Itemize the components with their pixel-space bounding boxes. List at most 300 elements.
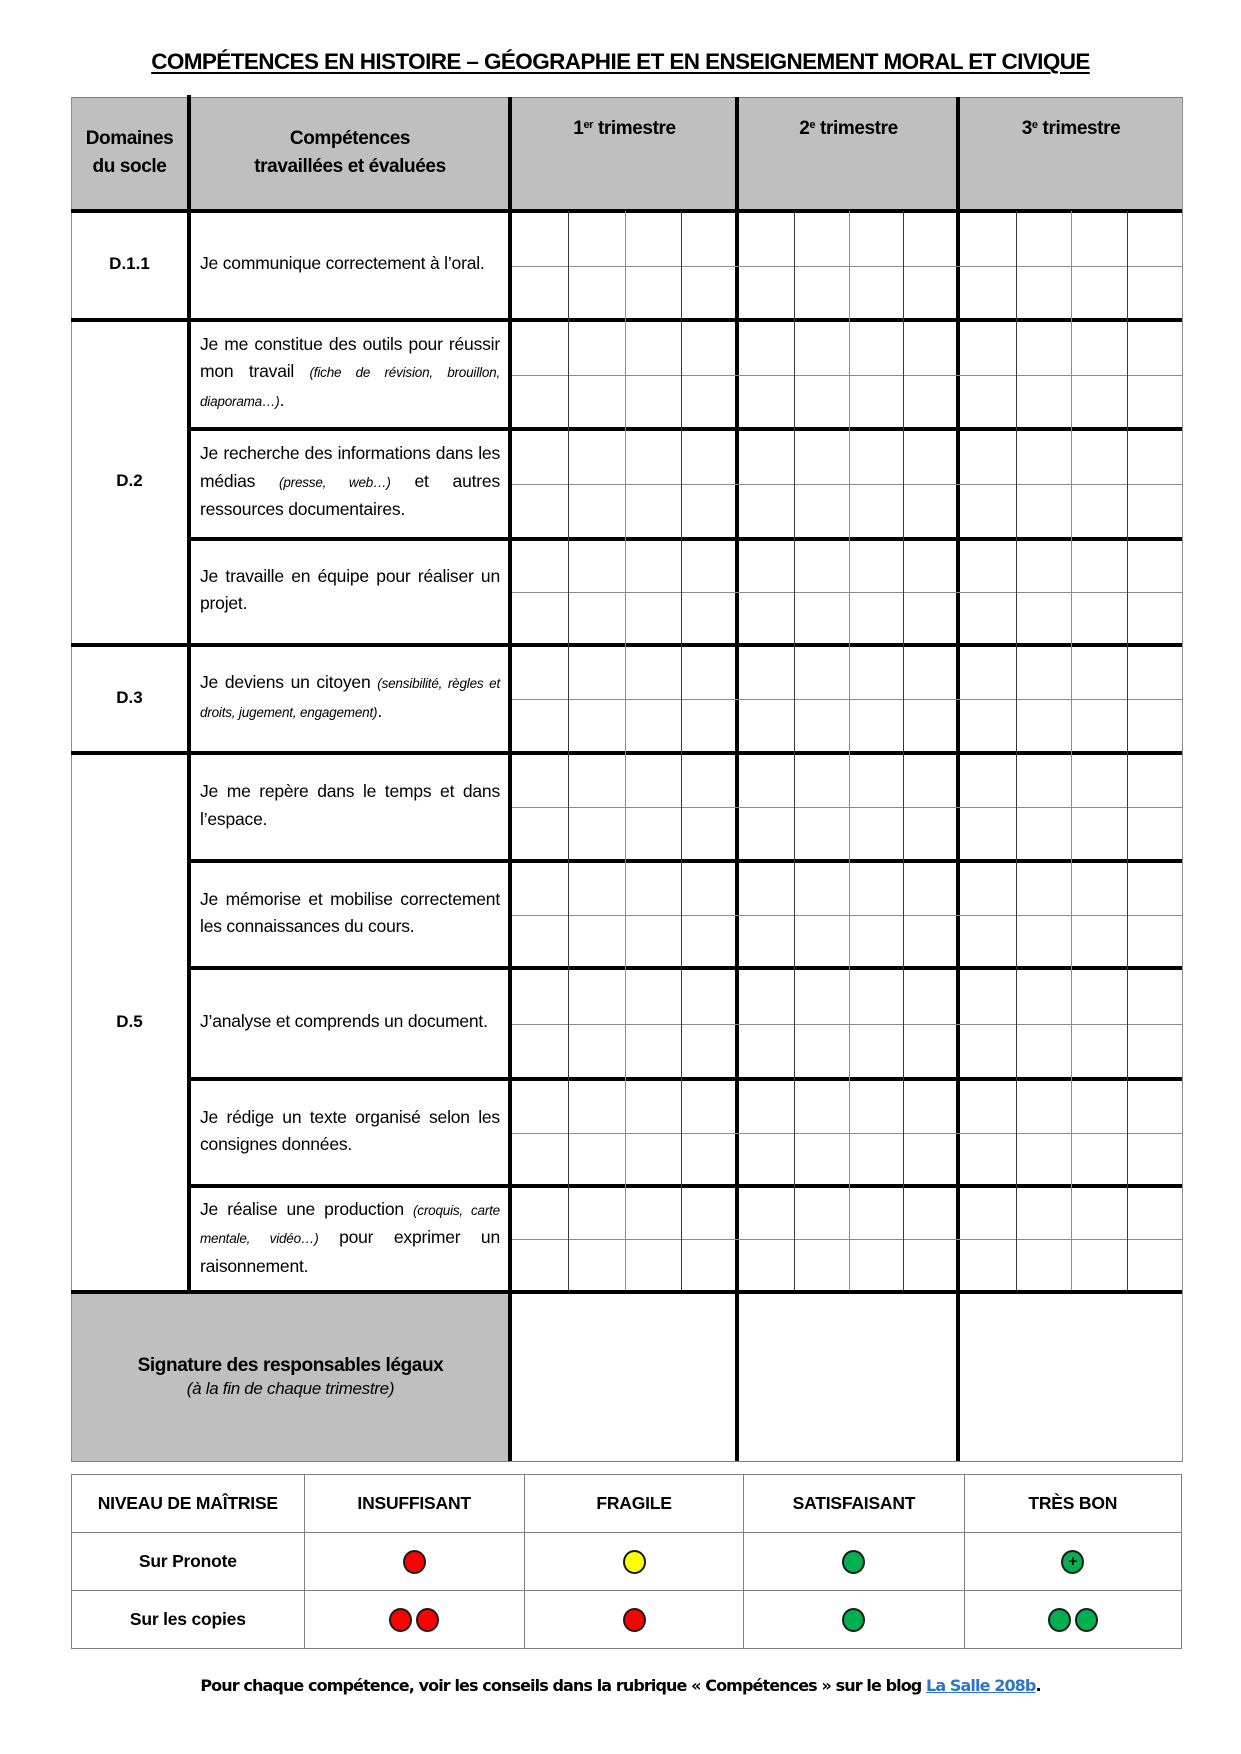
green-dot-icon [842,1550,865,1574]
grid-cell-c10-t1-col4-row2[interactable] [682,1240,737,1290]
grid-cell-c1-t3-col4-row1[interactable] [1128,213,1183,266]
grid-cell-c5-t1-col1-row2[interactable] [513,700,568,751]
grid-cell-c2-t1-col1-row1[interactable] [513,322,568,375]
grid-cell-c4-t3-col1-row2[interactable] [961,593,1016,643]
grid-cell-c10-t2-col3-row2[interactable] [850,1240,904,1290]
grid-cell-c10-t1-col1-row1[interactable] [513,1188,568,1239]
grid-cell-c8-t2-col2-row1[interactable] [795,970,849,1024]
grid-cell-c1-t2-col4-row2[interactable] [904,267,958,318]
grid-cell-c2-t1-col4-row1[interactable] [682,322,737,375]
grid-cell-c2-t3-col4-row1[interactable] [1128,322,1183,375]
grid-cell-c8-t3-col1-row2[interactable] [961,1025,1016,1077]
grid-cell-c3-t3-col1-row1[interactable] [961,431,1016,484]
column-divider [187,95,191,1294]
red-dot-icon [403,1550,426,1574]
grid-cell-c4-t2-col3-row2[interactable] [850,593,904,643]
grid-cell-c7-t2-col3-row1[interactable] [850,863,904,915]
grid-cell-c4-t2-col3-row1[interactable] [850,541,904,592]
grid-cell-c10-t2-col1-row2[interactable] [740,1240,794,1290]
grid-cell-c2-t2-col2-row2[interactable] [795,376,849,427]
grid-cell-c8-t1-col1-row2[interactable] [513,1025,568,1077]
grid-cell-c8-t1-col2-row1[interactable] [569,970,624,1024]
grid-cell-c6-t3-col1-row2[interactable] [961,808,1016,859]
legend-cell [304,1533,524,1591]
grid-cell-c2-t2-col2-row1[interactable] [795,322,849,375]
header-trimestre-1: 1er trimestre [573,118,676,139]
grid-cell-c3-t1-col1-row2[interactable] [513,485,568,537]
grid-cell-c8-t2-col1-row1[interactable] [740,970,794,1024]
legend-cell [524,1591,744,1649]
grid-cell-c8-t2-col4-row1[interactable] [904,970,958,1024]
grid-cell-c8-t2-col4-row2[interactable] [904,1025,958,1077]
grid-cell-c10-t2-col1-row1[interactable] [740,1188,794,1239]
grid-cell-c3-t3-col1-row2[interactable] [961,485,1016,537]
grid-cell-c7-t3-col3-row1[interactable] [1072,863,1127,915]
grid-cell-c6-t1-col4-row2[interactable] [682,808,737,859]
grid-cell-c5-t2-col2-row2[interactable] [795,700,849,751]
grid-cell-c3-t3-col2-row2[interactable] [1017,485,1072,537]
legend-cell [744,1533,964,1591]
competence-4: Je travaille en équipe pour réaliser un projet. [200,565,500,613]
grid-cell-c7-t3-col2-row1[interactable] [1017,863,1072,915]
grid-cell-c6-t3-col4-row1[interactable] [1128,755,1183,807]
grid-cell-c7-t3-col1-row2[interactable] [961,916,1016,966]
grid-cell-c1-t1-col1-row1[interactable] [513,213,568,266]
grid-cell-c8-t1-col3-row2[interactable] [626,1025,681,1077]
grid-cell-c9-t3-col1-row2[interactable] [961,1134,1016,1184]
grid-cell-c4-t1-col4-row2[interactable] [682,593,737,643]
grid-cell-c10-t3-col1-row2[interactable] [961,1240,1016,1290]
grid-cell-c5-t3-col1-row1[interactable] [961,647,1016,699]
signature-label: Signature des responsables légaux (à la fin de chaque trimestre) [137,1354,444,1398]
grid-cell-c3-t1-col2-row2[interactable] [569,485,624,537]
legend-cell [744,1591,964,1649]
grid-cell-c2-t2-col4-row2[interactable] [904,376,958,427]
column-divider [508,97,512,1461]
grid-cell-c10-t1-col3-row2[interactable] [626,1240,681,1290]
legend-table [71,1474,1182,1649]
grid-cell-c3-t3-col3-row1[interactable] [1072,431,1127,484]
grid-cell-c1-t3-col2-row1[interactable] [1017,213,1072,266]
grid-cell-c7-t2-col1-row1[interactable] [740,863,794,915]
grid-cell-c3-t2-col4-row2[interactable] [904,485,958,537]
grid-cell-c5-t2-col4-row2[interactable] [904,700,958,751]
competence-9: Je rédige un texte organisé selon les consignes données. [200,1106,500,1154]
legend-row-copies [72,1591,1182,1649]
grid-cell-c10-t1-col2-row1[interactable] [569,1188,624,1239]
grid-cell-c8-t3-col3-row2[interactable] [1072,1025,1127,1077]
grid-cell-c6-t3-col3-row1[interactable] [1072,755,1127,807]
legend-header-fragile: FRAGILE [524,1475,744,1533]
grid-cell-c4-t2-col4-row2[interactable] [904,593,958,643]
grid-cell-c1-t3-col1-row1[interactable] [961,213,1016,266]
grid-cell-c2-t1-col3-row1[interactable] [626,322,681,375]
grid-cell-c2-t3-col3-row2[interactable] [1072,376,1127,427]
grid-cell-c1-t3-col3-row2[interactable] [1072,267,1127,318]
grid-cell-c10-t3-col4-row1[interactable] [1128,1188,1183,1239]
grid-cell-c8-t1-col1-row1[interactable] [513,970,568,1024]
grid-cell-c7-t2-col2-row1[interactable] [795,863,849,915]
grid-cell-c9-t1-col4-row1[interactable] [682,1081,737,1133]
grid-cell-c7-t1-col2-row2[interactable] [569,916,624,966]
grid-cell-c9-t2-col4-row2[interactable] [904,1134,958,1184]
green-plus-dot-icon: + [1061,1550,1084,1574]
grid-cell-c1-t2-col1-row1[interactable] [740,213,794,266]
footer-note: Pour chaque compétence, voir les conseils dans la rubrique « Compétences » sur le blog La Salle 208b. [200,1676,1041,1695]
domain-d3: D.3 [116,687,143,707]
grid-cell-c5-t3-col2-row1[interactable] [1017,647,1072,699]
competence-8: J’analyse et comprends un document. [200,1011,488,1032]
grid-cell-c3-t1-col2-row1[interactable] [569,431,624,484]
grid-cell-c5-t3-col3-row2[interactable] [1072,700,1127,751]
grid-cell-c1-t1-col1-row2[interactable] [513,267,568,318]
competence-7: Je mémorise et mobilise correctement les connaissances du cours. [200,888,500,936]
grid-cell-c8-t3-col1-row1[interactable] [961,970,1016,1024]
grid-cell-c9-t2-col1-row2[interactable] [740,1134,794,1184]
header-trimestre-3: 3e trimestre [1021,118,1121,139]
grid-cell-c8-t3-col2-row1[interactable] [1017,970,1072,1024]
grid-cell-c8-t3-col4-row1[interactable] [1128,970,1183,1024]
yellow-dot-icon [623,1550,646,1574]
grid-cell-c9-t3-col2-row2[interactable] [1017,1134,1072,1184]
grid-cell-c7-t1-col3-row2[interactable] [626,916,681,966]
grid-cell-c1-t1-col3-row1[interactable] [626,213,681,266]
legend-header-satisfaisant: SATISFAISANT [744,1475,964,1533]
grid-cell-c2-t3-col1-row1[interactable] [961,322,1016,375]
grid-cell-c3-t1-col4-row1[interactable] [682,431,737,484]
legend-row-pronote [72,1533,1182,1591]
grid-cell-c8-t1-col4-row2[interactable] [682,1025,737,1077]
grid-cell-c2-t3-col3-row1[interactable] [1072,322,1127,375]
grid-cell-c4-t2-col4-row1[interactable] [904,541,958,592]
grid-cell-c7-t1-col4-row1[interactable] [682,863,737,915]
domain-d2: D.2 [116,471,143,490]
grid-cell-c8-t1-col4-row1[interactable] [682,970,737,1024]
grid-cell-c5-t3-col3-row1[interactable] [1072,647,1127,699]
grid-cell-c9-t1-col2-row2[interactable] [569,1134,624,1184]
grid-cell-c6-t3-col2-row2[interactable] [1017,808,1072,859]
grid-cell-c4-t2-col2-row1[interactable] [795,541,849,592]
grid-cell-c2-t3-col2-row2[interactable] [1017,376,1072,427]
grid-cell-c9-t3-col3-row2[interactable] [1072,1134,1127,1184]
grid-cell-c9-t2-col3-row1[interactable] [850,1081,904,1133]
grid-cell-c8-t2-col3-row2[interactable] [850,1025,904,1077]
grid-cell-c10-t1-col2-row2[interactable] [569,1240,624,1290]
competence-6: Je me repère dans le temps et dans l’espace. [200,781,500,829]
grid-cell-c6-t3-col2-row1[interactable] [1017,755,1072,807]
grid-cell-c5-t1-col4-row1[interactable] [682,647,737,699]
grid-cell-c1-t2-col1-row2[interactable] [740,267,794,318]
grid-cell-c5-t1-col2-row2[interactable] [569,700,624,751]
grid-cell-c9-t2-col2-row1[interactable] [795,1081,849,1133]
grid-cell-c7-t2-col4-row1[interactable] [904,863,958,915]
grid-cell-c9-t3-col1-row1[interactable] [961,1081,1016,1133]
grid-cell-c9-t1-col4-row2[interactable] [682,1134,737,1184]
grid-cell-c2-t1-col2-row2[interactable] [569,376,624,427]
grid-cell-c7-t2-col2-row2[interactable] [795,916,849,966]
grid-cell-c6-t1-col4-row1[interactable] [682,755,737,807]
grid-cell-c9-t3-col2-row1[interactable] [1017,1081,1072,1133]
grid-cell-c9-t1-col3-row1[interactable] [626,1081,681,1133]
grid-cell-c10-t2-col4-row1[interactable] [904,1188,958,1239]
grid-cell-c5-t1-col4-row2[interactable] [682,700,737,751]
grid-cell-c10-t3-col1-row1[interactable] [961,1188,1016,1239]
grid-cell-c6-t3-col3-row2[interactable] [1072,808,1127,859]
grid-cell-c3-t3-col2-row1[interactable] [1017,431,1072,484]
grid-cell-c1-t1-col4-row2[interactable] [682,267,737,318]
header-domaines: Domaines du socle [85,128,174,177]
grid-cell-c1-t2-col4-row1[interactable] [904,213,958,266]
grid-cell-c8-t1-col3-row1[interactable] [626,970,681,1024]
grid-cell-c5-t2-col2-row1[interactable] [795,647,849,699]
grid-cell-c8-t3-col2-row2[interactable] [1017,1025,1072,1077]
grid-cell-c6-t1-col1-row2[interactable] [513,808,568,859]
domain-d11: D.1.1 [109,254,150,273]
grid-cell-c9-t2-col2-row2[interactable] [795,1134,849,1184]
grid-cell-c6-t1-col2-row2[interactable] [569,808,624,859]
grid-cell-c7-t3-col4-row1[interactable] [1128,863,1183,915]
red-dot-icon [623,1608,646,1632]
grid-cell-c5-t1-col3-row2[interactable] [626,700,681,751]
grid-cell-c5-t2-col3-row2[interactable] [850,700,904,751]
grid-cell-c3-t2-col3-row1[interactable] [850,431,904,484]
grid-cell-c6-t3-col1-row1[interactable] [961,755,1016,807]
grid-cell-c7-t1-col2-row1[interactable] [569,863,624,915]
grid-cell-c4-t1-col4-row1[interactable] [682,541,737,592]
legend-cell [964,1533,1181,1591]
legend-header-niveau: NIVEAU DE MAÎTRISE [72,1475,305,1533]
grid-cell-c10-t2-col2-row2[interactable] [795,1240,849,1290]
grid-cell-c2-t1-col2-row1[interactable] [569,322,624,375]
grid-cell-c3-t1-col3-row2[interactable] [626,485,681,537]
grid-cell-c5-t1-col1-row1[interactable] [513,647,568,699]
grid-cell-c7-t2-col4-row2[interactable] [904,916,958,966]
grid-cell-c5-t3-col4-row2[interactable] [1128,700,1183,751]
legend-header-row [72,1475,1182,1533]
grid-cell-c9-t2-col4-row1[interactable] [904,1081,958,1133]
signature-cell-trimestre-2[interactable] [739,1294,958,1461]
grid-cell-c4-t3-col3-row1[interactable] [1072,541,1127,592]
green-dot-icon [1048,1608,1071,1632]
grid-cell-c2-t3-col2-row1[interactable] [1017,322,1072,375]
grid-cell-c1-t3-col3-row1[interactable] [1072,213,1127,266]
grid-cell-c8-t3-col4-row2[interactable] [1128,1025,1183,1077]
grid-cell-c6-t2-col3-row2[interactable] [850,808,904,859]
grid-cell-c8-t2-col3-row1[interactable] [850,970,904,1024]
grid-cell-c3-t3-col3-row2[interactable] [1072,485,1127,537]
page-title: COMPÉTENCES EN HISTOIRE – GÉOGRAPHIE ET EN ENSEIGNEMENT MORAL ET CIVIQUE [151,49,1090,74]
grid-cell-c10-t2-col3-row1[interactable] [850,1188,904,1239]
grid-cell-c10-t2-col4-row2[interactable] [904,1240,958,1290]
grid-cell-c5-t3-col1-row2[interactable] [961,700,1016,751]
grid-cell-c10-t3-col2-row1[interactable] [1017,1188,1072,1239]
grid-cell-c4-t1-col3-row2[interactable] [626,593,681,643]
grid-cell-c3-t2-col4-row1[interactable] [904,431,958,484]
grid-cell-c5-t2-col4-row1[interactable] [904,647,958,699]
table-border [71,97,72,1461]
grid-cell-c2-t3-col4-row2[interactable] [1128,376,1183,427]
grid-cell-c9-t1-col2-row1[interactable] [569,1081,624,1133]
blog-link[interactable]: La Salle 208b [926,1676,1036,1695]
grid-cell-c6-t1-col3-row2[interactable] [626,808,681,859]
grid-cell-c10-t3-col4-row2[interactable] [1128,1240,1183,1290]
grid-cell-c6-t2-col1-row1[interactable] [740,755,794,807]
legend-header-tres-bon: TRÈS BON [964,1475,1181,1533]
grid-cell-c7-t1-col4-row2[interactable] [682,916,737,966]
grid-cell-c4-t3-col4-row2[interactable] [1128,593,1183,643]
header-trimestre-2: 2e trimestre [799,118,898,139]
grid-cell-c9-t3-col4-row1[interactable] [1128,1081,1183,1133]
grid-cell-c8-t3-col3-row1[interactable] [1072,970,1127,1024]
grid-cell-c3-t2-col3-row2[interactable] [850,485,904,537]
grid-cell-c7-t1-col1-row2[interactable] [513,916,568,966]
grid-cell-c1-t2-col2-row2[interactable] [795,267,849,318]
grid-cell-c2-t2-col1-row2[interactable] [740,376,794,427]
grid-cell-c3-t2-col2-row1[interactable] [795,431,849,484]
grid-cell-c1-t3-col2-row2[interactable] [1017,267,1072,318]
grid-cell-c2-t2-col3-row1[interactable] [850,322,904,375]
legend-cell [304,1591,524,1649]
grid-cell-c10-t3-col3-row1[interactable] [1072,1188,1127,1239]
grid-cell-c1-t1-col2-row1[interactable] [569,213,624,266]
grid-cell-c7-t2-col1-row2[interactable] [740,916,794,966]
grid-cell-c6-t1-col3-row1[interactable] [626,755,681,807]
grid-cell-c4-t1-col2-row2[interactable] [569,593,624,643]
domain-d5: D.5 [116,1011,143,1031]
red-dot-icon [389,1608,412,1632]
grid-cell-c9-t3-col4-row2[interactable] [1128,1134,1183,1184]
signature-cell-trimestre-3[interactable] [960,1294,1182,1461]
grid-cell-c5-t2-col1-row1[interactable] [740,647,794,699]
competence-1: Je communique correctement à l’oral. [200,253,485,274]
grid-cell-c2-t2-col1-row1[interactable] [740,322,794,375]
grid-cell-c4-t2-col1-row1[interactable] [740,541,794,592]
grid-cell-c2-t1-col4-row2[interactable] [682,376,737,427]
grid-cell-c6-t1-col2-row1[interactable] [569,755,624,807]
grid-cell-c2-t3-col1-row2[interactable] [961,376,1016,427]
grid-cell-c6-t1-col1-row1[interactable] [513,755,568,807]
green-dot-icon [1075,1608,1098,1632]
grid-cell-c3-t1-col4-row2[interactable] [682,485,737,537]
grid-cell-c9-t2-col1-row1[interactable] [740,1081,794,1133]
grid-cell-c4-t2-col2-row2[interactable] [795,593,849,643]
grid-cell-c5-t1-col2-row1[interactable] [569,647,624,699]
grid-cell-c7-t3-col2-row2[interactable] [1017,916,1072,966]
grid-cell-c4-t3-col4-row1[interactable] [1128,541,1183,592]
grid-cell-c9-t1-col1-row2[interactable] [513,1134,568,1184]
competence-5: Je deviens un citoyen (sensibilité, règles et droits, jugement, engagement). [200,672,500,721]
grid-cell-c7-t1-col1-row1[interactable] [513,863,568,915]
grid-cell-c3-t1-col3-row1[interactable] [626,431,681,484]
grid-cell-c1-t2-col3-row1[interactable] [850,213,904,266]
competence-2: Je me constitue des outils pour réussir mon travail (fiche de révision, brouillon, diaporama…). [200,333,500,410]
grid-cell-c3-t2-col2-row2[interactable] [795,485,849,537]
grid-cell-c4-t1-col3-row1[interactable] [626,541,681,592]
grid-cell-c7-t3-col3-row2[interactable] [1072,916,1127,966]
grid-cell-c1-t2-col3-row2[interactable] [850,267,904,318]
competence-3: Je recherche des informations dans les médias (presse, web…) et autres ressources documentaires. [200,443,500,520]
grid-cell-c4-t3-col1-row1[interactable] [961,541,1016,592]
red-dot-icon [416,1608,439,1632]
grid-cell-c6-t2-col4-row2[interactable] [904,808,958,859]
legend-row-label: Sur Pronote [72,1533,305,1591]
grid-cell-c7-t1-col3-row1[interactable] [626,863,681,915]
grid-cell-c7-t2-col3-row2[interactable] [850,916,904,966]
grid-cell-c4-t1-col1-row1[interactable] [513,541,568,592]
grid-cell-c4-t2-col1-row2[interactable] [740,593,794,643]
grid-cell-c3-t3-col4-row1[interactable] [1128,431,1183,484]
grid-cell-c1-t1-col2-row2[interactable] [569,267,624,318]
grid-cell-c5-t2-col1-row2[interactable] [740,700,794,751]
grid-cell-c9-t1-col1-row1[interactable] [513,1081,568,1133]
grid-cell-c6-t2-col3-row1[interactable] [850,755,904,807]
competence-10: Je réalise une production (croquis, carte mentale, vidéo…) pour exprimer un raisonnement. [200,1198,500,1276]
grid-cell-c6-t2-col4-row1[interactable] [904,755,958,807]
grid-cell-c8-t2-col1-row2[interactable] [740,1025,794,1077]
grid-cell-c9-t3-col3-row1[interactable] [1072,1081,1127,1133]
grid-cell-c3-t2-col1-row2[interactable] [740,485,794,537]
grid-cell-c3-t1-col1-row1[interactable] [513,431,568,484]
grid-cell-c5-t3-col2-row2[interactable] [1017,700,1072,751]
header-competences: Compétences travaillées et évaluées [254,128,446,177]
grid-cell-c2-t2-col4-row1[interactable] [904,322,958,375]
grid-cell-c2-t1-col3-row2[interactable] [626,376,681,427]
legend-row-label: Sur les copies [72,1591,305,1649]
grid-cell-c10-t3-col3-row2[interactable] [1072,1240,1127,1290]
grid-cell-c4-t1-col2-row1[interactable] [569,541,624,592]
grid-cell-c10-t1-col1-row2[interactable] [513,1240,568,1290]
grid-cell-c9-t2-col3-row2[interactable] [850,1134,904,1184]
grid-cell-c5-t2-col3-row1[interactable] [850,647,904,699]
green-dot-icon [842,1608,865,1632]
grid-cell-c4-t3-col3-row2[interactable] [1072,593,1127,643]
signature-cell-trimestre-1[interactable] [512,1294,737,1461]
grid-cell-c8-t2-col2-row2[interactable] [795,1025,849,1077]
grid-cell-c8-t1-col2-row2[interactable] [569,1025,624,1077]
table-border [71,1461,1183,1462]
row-divider [71,1290,1182,1294]
grid-cell-c5-t1-col3-row1[interactable] [626,647,681,699]
grid-cell-c10-t2-col2-row1[interactable] [795,1188,849,1239]
grid-cell-c1-t3-col4-row2[interactable] [1128,267,1183,318]
grid-cell-c1-t3-col1-row2[interactable] [961,267,1016,318]
grid-cell-c4-t3-col2-row1[interactable] [1017,541,1072,592]
grid-cell-c1-t2-col2-row1[interactable] [795,213,849,266]
grid-cell-c4-t1-col1-row2[interactable] [513,593,568,643]
grid-cell-c9-t1-col3-row2[interactable] [626,1134,681,1184]
grid-cell-c1-t1-col4-row1[interactable] [682,213,737,266]
grid-cell-c1-t1-col3-row2[interactable] [626,267,681,318]
grid-cell-c2-t2-col3-row2[interactable] [850,376,904,427]
table-border [71,97,1182,98]
grid-cell-c4-t3-col2-row2[interactable] [1017,593,1072,643]
grid-cell-c3-t3-col4-row2[interactable] [1128,485,1183,537]
legend-cell [524,1533,744,1591]
grid-cell-c7-t3-col1-row1[interactable] [961,863,1016,915]
grid-cell-c6-t3-col4-row2[interactable] [1128,808,1183,859]
grid-cell-c6-t2-col1-row2[interactable] [740,808,794,859]
grid-cell-c7-t3-col4-row2[interactable] [1128,916,1183,966]
grid-cell-c2-t1-col1-row2[interactable] [513,376,568,427]
grid-cell-c3-t2-col1-row1[interactable] [740,431,794,484]
legend-header-insuffisant: INSUFFISANT [304,1475,524,1533]
grid-cell-c10-t3-col2-row2[interactable] [1017,1240,1072,1290]
grid-cell-c6-t2-col2-row1[interactable] [795,755,849,807]
grid-cell-c10-t1-col4-row1[interactable] [682,1188,737,1239]
grid-cell-c6-t2-col2-row2[interactable] [795,808,849,859]
grid-cell-c5-t3-col4-row1[interactable] [1128,647,1183,699]
grid-cell-c10-t1-col3-row1[interactable] [626,1188,681,1239]
